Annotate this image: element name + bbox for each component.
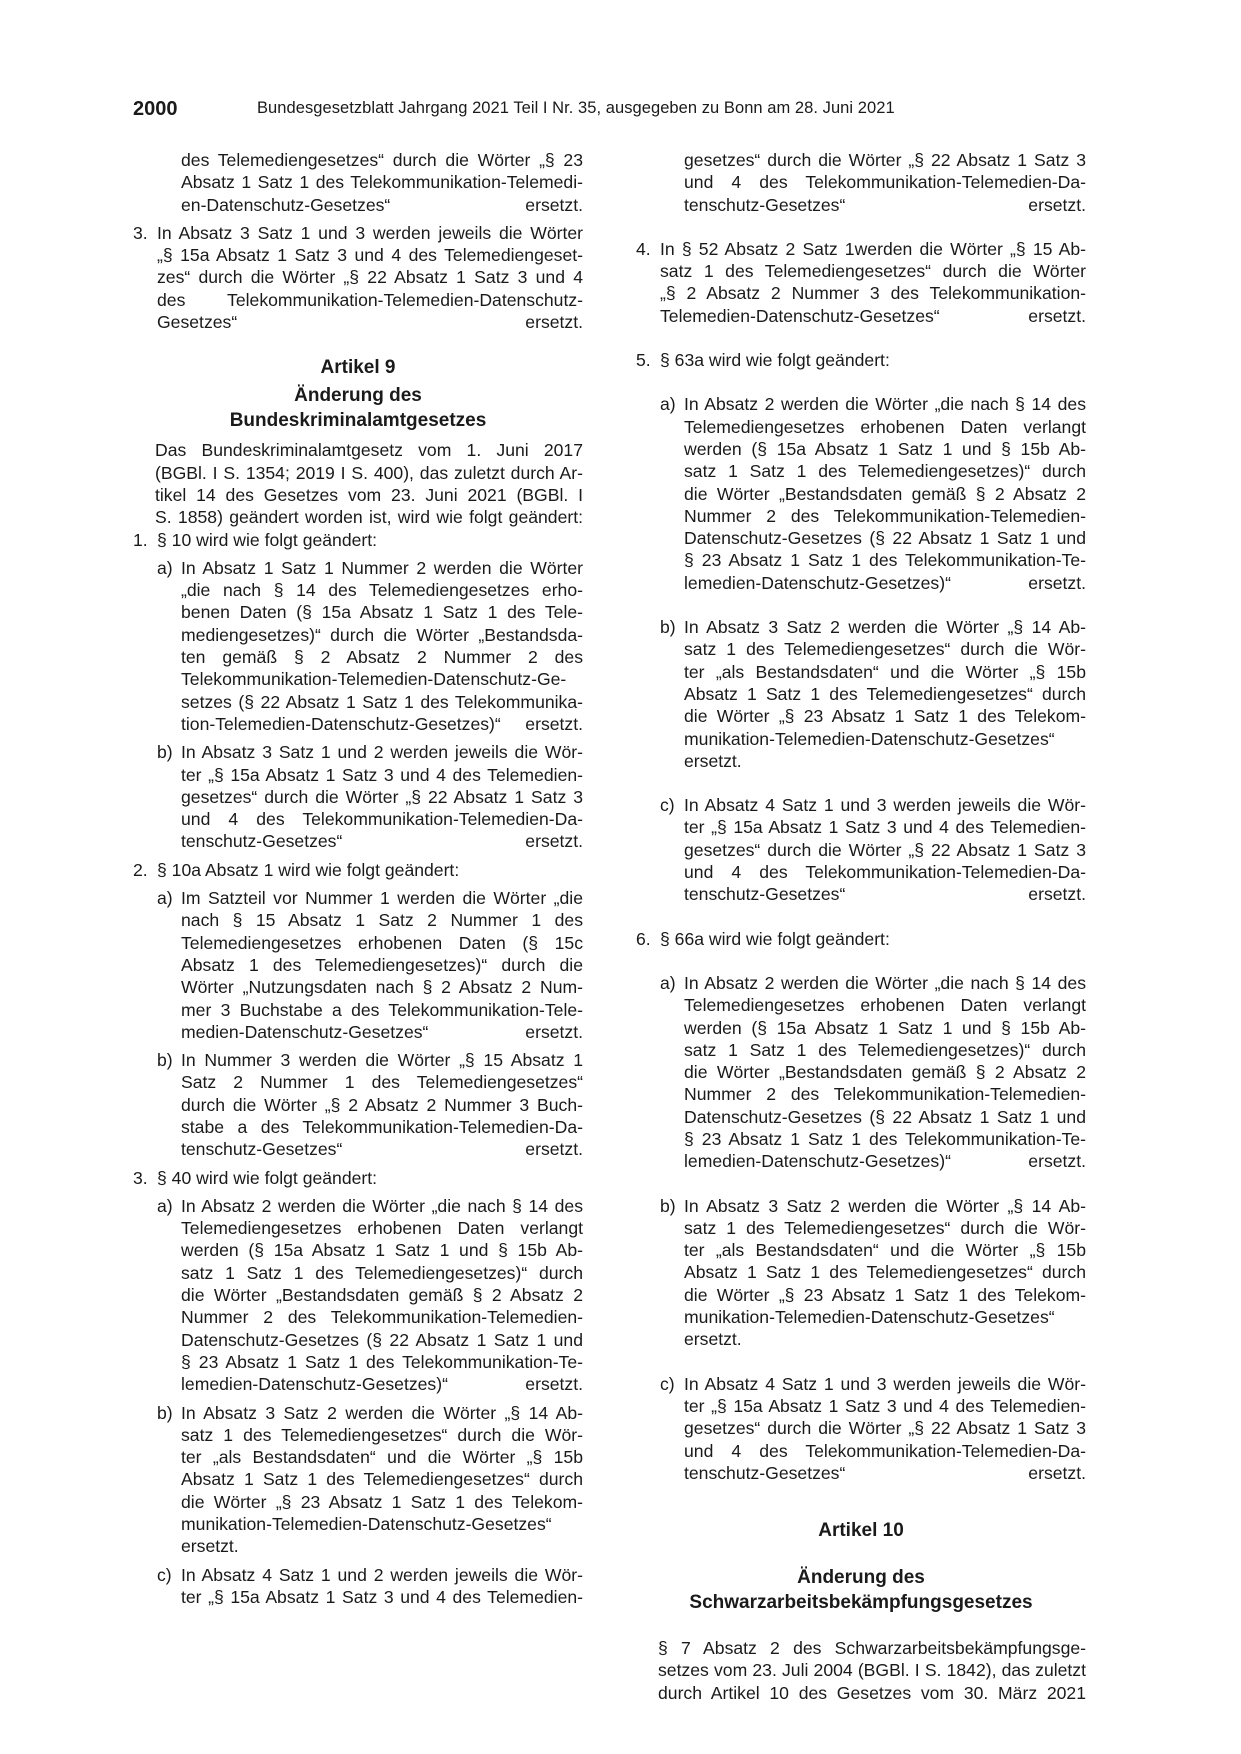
text-line: Telemediengesetzes erhobenen Daten verlangt xyxy=(684,995,1086,1016)
sub-item-text xyxy=(181,887,583,1043)
sub-item-6b xyxy=(636,1195,1086,1351)
text-line: en-Datenschutz-Gesetzes“ ersetzt. xyxy=(181,194,583,215)
text-line: und 4 des Telekommunikation-Telemedien-Da- xyxy=(684,1440,1086,1461)
sub-item-1b xyxy=(133,741,583,852)
item-number: 2. xyxy=(133,859,148,880)
sub-item-letter: a) xyxy=(157,557,173,578)
text-line: In Absatz 4 Satz 1 und 2 werden jeweils die Wör- xyxy=(181,1564,583,1585)
text-line: tenschutz-Gesetzes“ ersetzt. xyxy=(684,1462,1086,1483)
item-text: § 40 wird wie folgt geändert: xyxy=(157,1167,378,1188)
text-line: In Absatz 3 Satz 2 werden die Wörter „§ 14 Ab- xyxy=(684,617,1086,638)
list-item-3b xyxy=(133,1167,583,1189)
text-line: ersetzt. xyxy=(684,750,742,771)
text-line: und 4 des Telekommunikation-Telemedien-Da- xyxy=(181,809,583,830)
text-line: Telemediengesetzes erhobenen Daten verlangt xyxy=(181,1218,583,1239)
text-line: ersetzt. xyxy=(181,1536,239,1557)
sub-item-letter: a) xyxy=(157,888,173,909)
sub-item-text xyxy=(684,616,1086,772)
text-line: die Wörter „§ 23 Absatz 1 Satz 1 des Telekom- xyxy=(684,706,1086,727)
text-line: „die nach § 14 des Telemediengesetzes erho- xyxy=(181,580,583,601)
right-column xyxy=(636,149,1086,1704)
text-line: In Absatz 4 Satz 1 und 3 werden jeweils die Wör- xyxy=(684,795,1086,816)
text-line: setzes (§ 22 Absatz 1 Satz 1 des Telekommunika- xyxy=(181,691,583,712)
text-line: gesetzes“ durch die Wörter „§ 22 Absatz 1 Satz 3 xyxy=(181,786,583,807)
text-line: munikation-Telemedien-Datenschutz-Gesetzes“ xyxy=(684,1307,1055,1328)
text-line: Telemedien-Datenschutz-Gesetzes“ ersetzt. xyxy=(660,305,1086,326)
text-line: Absatz 1 des Telemediengesetzes)“ durch die xyxy=(181,954,583,975)
list-item-5 xyxy=(636,349,1086,371)
text-line: Absatz 1 Satz 1 des Telekommunikation-Telemedi- xyxy=(181,172,583,193)
sub-item-letter: b) xyxy=(157,742,173,763)
text-line: munikation-Telemedien-Datenschutz-Gesetzes“ xyxy=(181,1514,552,1535)
text-line: S. 1858) geändert worden ist, wird wie folgt geändert: xyxy=(155,507,583,528)
text-line: Absatz 1 Satz 1 des Telemediengesetzes“ durch xyxy=(684,1262,1086,1283)
continuation-block xyxy=(133,149,583,216)
text-line: In Absatz 2 werden die Wörter „die nach § 14 des xyxy=(181,1195,583,1216)
text-line: die Wörter „Bestandsdaten gemäß § 2 Absatz 2 xyxy=(181,1285,583,1306)
sub-item-3b xyxy=(133,1402,583,1558)
item-text xyxy=(157,222,583,333)
sub-item-letter: c) xyxy=(157,1564,172,1585)
text-line: stabe a des Telekommunikation-Telemedien-Da- xyxy=(181,1116,583,1137)
text-line: die Wörter „Bestandsdaten gemäß § 2 Absatz 2 xyxy=(684,483,1086,504)
text-line: ter „als Bestandsdaten“ und die Wörter „§ 15b xyxy=(684,661,1086,682)
text-line: tenschutz-Gesetzes“ ersetzt. xyxy=(684,884,1086,905)
sub-item-6c xyxy=(636,1373,1086,1484)
list-item-6 xyxy=(636,928,1086,950)
text-line: ter „§ 15a Absatz 1 Satz 3 und 4 des Telemedien- xyxy=(181,1586,583,1607)
article-10-title-line2: Schwarzarbeitsbekämpfungsgesetzes xyxy=(689,1592,1033,1614)
text-line: ter „§ 15a Absatz 1 Satz 3 und 4 des Telemedien- xyxy=(181,764,583,785)
text-line: zes“ durch die Wörter „§ 22 Absatz 1 Satz 3 und 4 xyxy=(157,267,583,288)
sub-item-letter: a) xyxy=(660,394,676,415)
sub-item-letter: a) xyxy=(157,1195,173,1216)
sub-item-6a xyxy=(636,972,1086,1173)
left-column xyxy=(133,149,583,1608)
text-line: Datenschutz-Gesetzes (§ 22 Absatz 1 Satz 1 und xyxy=(684,528,1086,549)
text-line: „§ 2 Absatz 2 Nummer 3 des Telekommunikation- xyxy=(660,283,1086,304)
article-9-title-line2: Bundeskriminalamtgesetzes xyxy=(229,410,487,432)
text-line: § 23 Absatz 1 Satz 1 des Telekommunikation-Te- xyxy=(181,1351,583,1372)
text-line: satz 1 des Telemediengesetzes“ durch die Wör- xyxy=(181,1424,583,1445)
text-line: In Absatz 3 Satz 1 und 2 werden jeweils die Wör- xyxy=(181,742,583,763)
sub-item-text xyxy=(684,972,1086,1173)
text-line: werden (§ 15a Absatz 1 Satz 1 und § 15b Ab- xyxy=(684,1017,1086,1038)
item-number: 5. xyxy=(636,350,651,371)
sub-item-letter: a) xyxy=(660,972,676,993)
sub-item-letter: b) xyxy=(157,1050,173,1071)
list-item-2 xyxy=(133,859,583,881)
text-line: Telekommunikation-Telemedien-Datenschutz-Ge- xyxy=(181,669,567,690)
text-line: Nummer 2 des Telekommunikation-Telemedien- xyxy=(181,1307,583,1328)
article-10-title-line1: Änderung des xyxy=(797,1567,925,1589)
text-line: die Wörter „§ 23 Absatz 1 Satz 1 des Telekom- xyxy=(684,1284,1086,1305)
sub-item-2b xyxy=(133,1049,583,1160)
text-line: In Absatz 4 Satz 1 und 3 werden jeweils die Wör- xyxy=(684,1373,1086,1394)
text-line: Wörter „Nutzungsdaten nach § 2 Absatz 2 Num- xyxy=(181,977,583,998)
list-item-1 xyxy=(133,529,583,551)
text-line: „§ 15a Absatz 1 Satz 3 und 4 des Telemediengeset- xyxy=(157,245,583,266)
article-9-intro xyxy=(133,439,583,528)
text-line: In Absatz 2 werden die Wörter „die nach § 14 des xyxy=(684,394,1086,415)
sub-item-text xyxy=(181,1402,583,1558)
text-line: Telemediengesetzes erhobenen Daten verlangt xyxy=(684,416,1086,437)
text-line: tikel 14 des Gesetzes vom 23. Juni 2021 (BGBl. I xyxy=(155,484,583,505)
sub-item-2a xyxy=(133,887,583,1043)
text-line: werden (§ 15a Absatz 1 Satz 1 und § 15b Ab- xyxy=(684,438,1086,459)
sub-item-5c xyxy=(636,794,1086,905)
item-text xyxy=(660,238,1086,327)
text-line: ter „§ 15a Absatz 1 Satz 3 und 4 des Telemedien- xyxy=(684,1395,1086,1416)
text-line: In Absatz 3 Satz 2 werden die Wörter „§ 14 Ab- xyxy=(684,1195,1086,1216)
text-line: Satz 2 Nummer 1 des Telemediengesetzes“ xyxy=(181,1072,583,1093)
sub-item-text xyxy=(684,393,1086,594)
text-line: Absatz 1 Satz 1 des Telemediengesetzes“ durch xyxy=(684,683,1086,704)
text-line: gesetzes“ durch die Wörter „§ 22 Absatz 1 Satz 3 xyxy=(684,839,1086,860)
item-number: 3. xyxy=(133,222,148,243)
text-line: lemedien-Datenschutz-Gesetzes)“ ersetzt. xyxy=(684,1151,1086,1172)
text-line: satz 1 Satz 1 des Telemediengesetzes)“ durch xyxy=(684,1039,1086,1060)
text-line: benen Daten (§ 15a Absatz 1 Satz 1 des Tele- xyxy=(181,602,583,623)
article-9-title-line1: Änderung des xyxy=(294,385,422,407)
text-line: tenschutz-Gesetzes“ ersetzt. xyxy=(181,831,583,852)
continuation-block xyxy=(636,149,1086,216)
item-text: § 63a wird wie folgt geändert: xyxy=(660,350,890,371)
sub-item-3c xyxy=(133,1564,583,1609)
text-line: nach § 15 Absatz 1 Satz 2 Nummer 1 des xyxy=(181,910,583,931)
sub-item-letter: b) xyxy=(660,617,676,638)
text-line: und 4 des Telekommunikation-Telemedien-Da- xyxy=(684,172,1086,193)
text-line: In Absatz 1 Satz 1 Nummer 2 werden die Wörter xyxy=(181,557,583,578)
article-9-number: Artikel 9 xyxy=(320,357,396,379)
text-line: tion-Telemedien-Datenschutz-Gesetzes)“ ersetzt. xyxy=(181,713,583,734)
item-text: § 10a Absatz 1 wird wie folgt geändert: xyxy=(157,859,460,880)
text-line: und 4 des Telekommunikation-Telemedien-Da- xyxy=(684,862,1086,883)
text-line: In Absatz 3 Satz 1 und 3 werden jeweils die Wörter xyxy=(157,222,583,243)
text-line: ersetzt. xyxy=(684,1329,742,1350)
article-10-intro xyxy=(636,1637,1086,1704)
page-number: 2000 xyxy=(133,98,178,120)
text-line: lemedien-Datenschutz-Gesetzes)“ ersetzt. xyxy=(684,572,1086,593)
item-text: § 10 wird wie folgt geändert: xyxy=(157,529,378,550)
sub-item-letter: b) xyxy=(157,1402,173,1423)
text-line: Telemediengesetzes erhobenen Daten (§ 15c xyxy=(181,932,583,953)
text-line: durch Artikel 10 des Gesetzes vom 30. März 2021 xyxy=(658,1682,1086,1703)
text-line: Nummer 2 des Telekommunikation-Telemedien- xyxy=(684,505,1086,526)
text-line: medien-Datenschutz-Gesetzes“ ersetzt. xyxy=(181,1021,583,1042)
sub-item-text xyxy=(181,1195,583,1396)
text-line: setzes vom 23. Juli 2004 (BGBl. I S. 1842), das zuletzt xyxy=(658,1660,1086,1681)
text-line: Nummer 2 des Telekommunikation-Telemedien- xyxy=(684,1084,1086,1105)
text-line: satz 1 des Telemediengesetzes“ durch die Wör- xyxy=(684,639,1086,660)
text-line: (BGBl. I S. 1354; 2019 I S. 400), das zuletzt durch Ar- xyxy=(155,462,583,483)
text-line: Datenschutz-Gesetzes (§ 22 Absatz 1 Satz 1 und xyxy=(684,1106,1086,1127)
text-line: die Wörter „§ 23 Absatz 1 Satz 1 des Telekom- xyxy=(181,1491,583,1512)
text-line: § 23 Absatz 1 Satz 1 des Telekommunikation-Te- xyxy=(684,1128,1086,1149)
list-item-3 xyxy=(133,222,583,333)
text-line: werden (§ 15a Absatz 1 Satz 1 und § 15b Ab- xyxy=(181,1240,583,1261)
text-line: Datenschutz-Gesetzes (§ 22 Absatz 1 Satz 1 und xyxy=(181,1329,583,1350)
text-line: In § 52 Absatz 2 Satz 1werden die Wörter „§ 15 Ab- xyxy=(660,238,1086,259)
text-line: lemedien-Datenschutz-Gesetzes)“ ersetzt. xyxy=(181,1374,583,1395)
text-line: mer 3 Buchstabe a des Telekommunikation-Tele- xyxy=(181,999,583,1020)
item-number: 4. xyxy=(636,238,651,259)
sub-item-5a xyxy=(636,393,1086,594)
item-number: 6. xyxy=(636,928,651,949)
sub-item-text xyxy=(684,1195,1086,1351)
list-item-4 xyxy=(636,238,1086,327)
text-line: In Absatz 3 Satz 2 werden die Wörter „§ 14 Ab- xyxy=(181,1402,583,1423)
text-line: In Absatz 2 werden die Wörter „die nach § 14 des xyxy=(684,972,1086,993)
text-line: satz 1 des Telemediengesetzes“ durch die Wörter xyxy=(660,261,1086,282)
article-10-number: Artikel 10 xyxy=(818,1520,904,1542)
text-line: ter „§ 15a Absatz 1 Satz 3 und 4 des Telemedien- xyxy=(684,817,1086,838)
text-line: ten gemäß § 2 Absatz 2 Nummer 2 des xyxy=(181,647,583,668)
sub-item-text xyxy=(684,1373,1086,1484)
sub-item-text xyxy=(181,1564,583,1609)
sub-item-letter: c) xyxy=(660,1373,675,1394)
text-line: die Wörter „Bestandsdaten gemäß § 2 Absatz 2 xyxy=(684,1062,1086,1083)
sub-item-3a xyxy=(133,1195,583,1396)
sub-item-5b xyxy=(636,616,1086,772)
gazette-title: Bundesgesetzblatt Jahrgang 2021 Teil I Nr. 35, ausgegeben zu Bonn am 28. Juni 2021 xyxy=(257,99,895,117)
text-line: ter „als Bestandsdaten“ und die Wörter „§ 15b xyxy=(684,1240,1086,1261)
text-line: des Telekommunikation-Telemedien-Datenschutz- xyxy=(157,289,583,310)
sub-item-letter: b) xyxy=(660,1195,676,1216)
text-line: ter „als Bestandsdaten“ und die Wörter „§ 15b xyxy=(181,1447,583,1468)
sub-item-text xyxy=(684,794,1086,905)
text-line: Im Satzteil vor Nummer 1 werden die Wörter „die xyxy=(181,888,583,909)
text-line: mediengesetzes)“ durch die Wörter „Bestandsda- xyxy=(181,624,583,645)
sub-item-text xyxy=(181,557,583,735)
item-text: § 66a wird wie folgt geändert: xyxy=(660,928,890,949)
item-number: 3. xyxy=(133,1167,148,1188)
text-line: durch die Wörter „§ 2 Absatz 2 Nummer 3 Buch- xyxy=(181,1094,583,1115)
text-line: munikation-Telemedien-Datenschutz-Gesetzes“ xyxy=(684,728,1055,749)
text-line: In Nummer 3 werden die Wörter „§ 15 Absatz 1 xyxy=(181,1050,583,1071)
text-line: satz 1 des Telemediengesetzes“ durch die Wör- xyxy=(684,1217,1086,1238)
text-line: tenschutz-Gesetzes“ ersetzt. xyxy=(684,194,1086,215)
text-line: satz 1 Satz 1 des Telemediengesetzes)“ durch xyxy=(181,1262,583,1283)
sub-item-letter: c) xyxy=(660,795,675,816)
text-line: des Telemediengesetzes“ durch die Wörter „§ 23 xyxy=(181,150,583,170)
text-line: tenschutz-Gesetzes“ ersetzt. xyxy=(181,1139,583,1160)
text-line: Das Bundeskriminalamtgesetz vom 1. Juni 2017 xyxy=(155,440,583,461)
sub-item-text xyxy=(181,741,583,852)
sub-item-1a xyxy=(133,557,583,735)
text-line: satz 1 Satz 1 des Telemediengesetzes)“ durch xyxy=(684,461,1086,482)
text-line: § 23 Absatz 1 Satz 1 des Telekommunikation-Te- xyxy=(684,550,1086,571)
text-line: gesetzes“ durch die Wörter „§ 22 Absatz 1 Satz 3 xyxy=(684,150,1086,170)
item-number: 1. xyxy=(133,529,148,550)
text-line: § 7 Absatz 2 des Schwarzarbeitsbekämpfungsge- xyxy=(658,1638,1086,1659)
text-line: Absatz 1 Satz 1 des Telemediengesetzes“ durch xyxy=(181,1469,583,1490)
text-line: Gesetzes“ ersetzt. xyxy=(157,312,583,333)
page-header xyxy=(133,98,1108,122)
text-line: gesetzes“ durch die Wörter „§ 22 Absatz 1 Satz 3 xyxy=(684,1418,1086,1439)
sub-item-text xyxy=(181,1049,583,1160)
